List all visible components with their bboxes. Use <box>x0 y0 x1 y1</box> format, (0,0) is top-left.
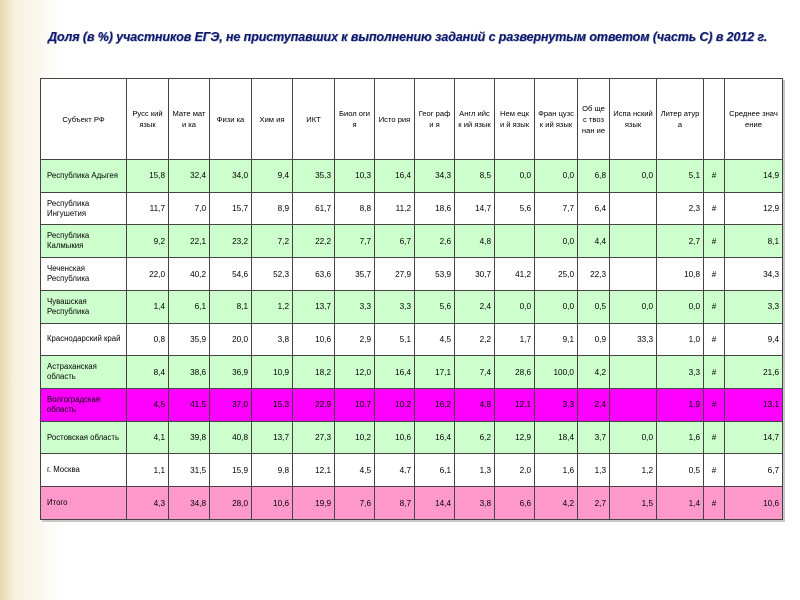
value-cell <box>610 258 657 291</box>
value-cell: 10,2 <box>335 421 375 454</box>
value-cell: 2,7 <box>657 225 704 258</box>
value-cell: 36,9 <box>210 356 252 389</box>
value-cell: 3,8 <box>252 323 293 356</box>
value-cell: 1,9 <box>657 389 704 422</box>
value-cell: 4,8 <box>455 225 495 258</box>
value-cell: 15,9 <box>210 454 252 487</box>
value-cell: 35,9 <box>169 323 210 356</box>
value-cell: 1,5 <box>610 487 657 520</box>
value-cell: 34,8 <box>169 487 210 520</box>
average-value: 3,3 <box>725 290 783 323</box>
value-cell: 7,7 <box>335 225 375 258</box>
value-cell: 22,0 <box>127 258 169 291</box>
value-cell: 7,4 <box>455 356 495 389</box>
hash-cell: # <box>704 192 725 225</box>
value-cell: 40,8 <box>210 421 252 454</box>
value-cell: 13,7 <box>252 421 293 454</box>
value-cell: 0,5 <box>578 290 610 323</box>
value-cell: 1,6 <box>535 454 578 487</box>
value-cell: 2,2 <box>455 323 495 356</box>
value-cell: 3,7 <box>578 421 610 454</box>
average-value: 8,1 <box>725 225 783 258</box>
average-value: 34,3 <box>725 258 783 291</box>
average-value: 9,4 <box>725 323 783 356</box>
value-cell: 12,9 <box>495 421 535 454</box>
region-name: Волгоградская область <box>41 389 127 422</box>
value-cell: 6,1 <box>169 290 210 323</box>
value-cell <box>610 192 657 225</box>
average-value: 10,6 <box>725 487 783 520</box>
value-cell: 8,4 <box>127 356 169 389</box>
value-cell: 9,8 <box>252 454 293 487</box>
value-cell: 6,8 <box>578 160 610 193</box>
value-cell: 18,4 <box>535 421 578 454</box>
value-cell: 1,3 <box>455 454 495 487</box>
value-cell: 2,6 <box>415 225 455 258</box>
value-cell: 28,0 <box>210 487 252 520</box>
value-cell: 10,7 <box>335 389 375 422</box>
value-cell: 0,0 <box>610 160 657 193</box>
hash-cell: # <box>704 290 725 323</box>
value-cell: 7,0 <box>169 192 210 225</box>
region-name: Ростовская область <box>41 421 127 454</box>
value-cell: 0,0 <box>610 421 657 454</box>
table-body <box>41 160 783 520</box>
value-cell: 0,0 <box>610 290 657 323</box>
value-cell: 28,6 <box>495 356 535 389</box>
region-name: Республика Адыгея <box>41 160 127 193</box>
value-cell: 1,1 <box>127 454 169 487</box>
hash-cell: # <box>704 421 725 454</box>
value-cell: 8,1 <box>210 290 252 323</box>
header-region: Субъект РФ <box>41 79 127 160</box>
value-cell: 54,6 <box>210 258 252 291</box>
value-cell: 16,2 <box>415 389 455 422</box>
value-cell: 1,4 <box>127 290 169 323</box>
value-cell: 15,8 <box>127 160 169 193</box>
value-cell: 4,4 <box>578 225 610 258</box>
value-cell <box>610 225 657 258</box>
table-row <box>41 290 783 323</box>
region-name: Республика Ингушетия <box>41 192 127 225</box>
average-value: 14,9 <box>725 160 783 193</box>
value-cell: 2,3 <box>657 192 704 225</box>
value-cell: 11,7 <box>127 192 169 225</box>
value-cell: 35,3 <box>293 160 335 193</box>
value-cell: 10,2 <box>375 389 415 422</box>
value-cell: 32,4 <box>169 160 210 193</box>
value-cell: 10,6 <box>252 487 293 520</box>
header-cell: Геог рафи я <box>415 79 455 160</box>
value-cell: 4,1 <box>127 421 169 454</box>
hash-cell: # <box>704 487 725 520</box>
header-cell: Русс кий язык <box>127 79 169 160</box>
average-value: 13,1 <box>725 389 783 422</box>
slide-left-decoration <box>0 0 14 600</box>
region-name: Астраханская область <box>41 356 127 389</box>
table-row <box>41 454 783 487</box>
value-cell: 4,2 <box>578 356 610 389</box>
value-cell: 12,0 <box>335 356 375 389</box>
value-cell: 7,7 <box>535 192 578 225</box>
header-cell: Об щес твоз нан ие <box>578 79 610 160</box>
value-cell: 4,5 <box>335 454 375 487</box>
value-cell: 34,3 <box>415 160 455 193</box>
region-name: Итого <box>41 487 127 520</box>
value-cell: 6,6 <box>495 487 535 520</box>
value-cell: 0,9 <box>578 323 610 356</box>
header-cell: Физи ка <box>210 79 252 160</box>
table-row <box>41 225 783 258</box>
value-cell: 4,5 <box>415 323 455 356</box>
value-cell <box>610 356 657 389</box>
value-cell: 0,0 <box>535 225 578 258</box>
header-cell: Испа нский язык <box>610 79 657 160</box>
value-cell: 0,5 <box>657 454 704 487</box>
value-cell: 20,0 <box>210 323 252 356</box>
value-cell: 16,4 <box>415 421 455 454</box>
value-cell: 4,2 <box>535 487 578 520</box>
value-cell: 17,1 <box>415 356 455 389</box>
value-cell: 0,0 <box>657 290 704 323</box>
value-cell: 12,1 <box>293 454 335 487</box>
value-cell: 2,4 <box>455 290 495 323</box>
value-cell: 18,2 <box>293 356 335 389</box>
value-cell: 0,8 <box>127 323 169 356</box>
hash-cell: # <box>704 454 725 487</box>
value-cell: 3,3 <box>375 290 415 323</box>
table-row <box>41 160 783 193</box>
header-cell: Фран цузск ий язык <box>535 79 578 160</box>
value-cell: 16,4 <box>375 160 415 193</box>
hash-cell: # <box>704 323 725 356</box>
value-cell: 1,7 <box>495 323 535 356</box>
value-cell: 3,3 <box>335 290 375 323</box>
value-cell: 6,7 <box>375 225 415 258</box>
hash-cell: # <box>704 225 725 258</box>
value-cell: 4,7 <box>375 454 415 487</box>
header-cell: Нем ецки й язык <box>495 79 535 160</box>
header-cell: Мате мати ка <box>169 79 210 160</box>
value-cell: 6,2 <box>455 421 495 454</box>
value-cell: 0,0 <box>495 290 535 323</box>
value-cell: 5,6 <box>495 192 535 225</box>
table-header-row <box>41 79 783 160</box>
value-cell: 15,3 <box>252 389 293 422</box>
table-row <box>41 356 783 389</box>
value-cell: 31,5 <box>169 454 210 487</box>
value-cell: 10,8 <box>657 258 704 291</box>
header-cell: Среднее значение <box>725 79 783 160</box>
value-cell: 30,7 <box>455 258 495 291</box>
table-row <box>41 258 783 291</box>
value-cell: 6,1 <box>415 454 455 487</box>
value-cell: 10,6 <box>293 323 335 356</box>
value-cell: 8,8 <box>335 192 375 225</box>
value-cell: 2,0 <box>495 454 535 487</box>
value-cell: 9,1 <box>535 323 578 356</box>
value-cell: 27,9 <box>375 258 415 291</box>
header-cell: Исто рия <box>375 79 415 160</box>
hash-cell: # <box>704 160 725 193</box>
value-cell: 6,4 <box>578 192 610 225</box>
value-cell: 4,5 <box>127 389 169 422</box>
value-cell: 5,1 <box>375 323 415 356</box>
header-cell: ИКТ <box>293 79 335 160</box>
header-cell: Литер атура <box>657 79 704 160</box>
value-cell: 11,2 <box>375 192 415 225</box>
value-cell: 34,0 <box>210 160 252 193</box>
value-cell: 52,3 <box>252 258 293 291</box>
value-cell: 41,5 <box>169 389 210 422</box>
region-name: Краснодарский край <box>41 323 127 356</box>
region-name: Чеченская Республика <box>41 258 127 291</box>
average-value: 21,6 <box>725 356 783 389</box>
region-name: Чувашская Республика <box>41 290 127 323</box>
value-cell: 9,2 <box>127 225 169 258</box>
header-cell: Биол огия <box>335 79 375 160</box>
value-cell: 23,2 <box>210 225 252 258</box>
value-cell: 4,8 <box>455 389 495 422</box>
value-cell: 14,7 <box>455 192 495 225</box>
table-row <box>41 389 783 422</box>
value-cell: 35,7 <box>335 258 375 291</box>
value-cell: 14,4 <box>415 487 455 520</box>
value-cell: 53,9 <box>415 258 455 291</box>
average-value: 12,9 <box>725 192 783 225</box>
value-cell: 13,7 <box>293 290 335 323</box>
hash-cell: # <box>704 258 725 291</box>
value-cell: 1,2 <box>610 454 657 487</box>
slide-title: Доля (в %) участников ЕГЭ, не приступавших к выполнению заданий с развернутым ответом (часть С) в 2012 г. <box>48 30 768 44</box>
value-cell: 0,0 <box>535 160 578 193</box>
value-cell: 8,7 <box>375 487 415 520</box>
value-cell: 22,2 <box>293 225 335 258</box>
value-cell: 12,1 <box>495 389 535 422</box>
value-cell: 16,4 <box>375 356 415 389</box>
value-cell: 61,7 <box>293 192 335 225</box>
region-name: Республика Калмыкия <box>41 225 127 258</box>
table-row <box>41 323 783 356</box>
value-cell: 3,3 <box>657 356 704 389</box>
value-cell: 7,2 <box>252 225 293 258</box>
value-cell: 25,0 <box>535 258 578 291</box>
value-cell: 10,3 <box>335 160 375 193</box>
value-cell: 7,6 <box>335 487 375 520</box>
value-cell: 22,3 <box>578 258 610 291</box>
hash-cell: # <box>704 356 725 389</box>
value-cell: 5,6 <box>415 290 455 323</box>
value-cell: 0,0 <box>495 160 535 193</box>
value-cell: 5,1 <box>657 160 704 193</box>
average-value: 14,7 <box>725 421 783 454</box>
value-cell: 19,9 <box>293 487 335 520</box>
value-cell: 8,5 <box>455 160 495 193</box>
value-cell: 1,4 <box>657 487 704 520</box>
value-cell: 1,2 <box>252 290 293 323</box>
value-cell: 22,9 <box>293 389 335 422</box>
value-cell: 3,3 <box>535 389 578 422</box>
value-cell <box>610 389 657 422</box>
value-cell: 4,3 <box>127 487 169 520</box>
value-cell: 10,9 <box>252 356 293 389</box>
value-cell: 100,0 <box>535 356 578 389</box>
header-cell <box>704 79 725 160</box>
value-cell <box>495 225 535 258</box>
value-cell: 38,6 <box>169 356 210 389</box>
value-cell: 3,8 <box>455 487 495 520</box>
value-cell: 0,0 <box>535 290 578 323</box>
value-cell: 27,3 <box>293 421 335 454</box>
header-cell: Англ ийск ий язык <box>455 79 495 160</box>
region-name: г. Москва <box>41 454 127 487</box>
value-cell: 1,3 <box>578 454 610 487</box>
value-cell: 2,9 <box>335 323 375 356</box>
value-cell: 8,9 <box>252 192 293 225</box>
value-cell: 39,8 <box>169 421 210 454</box>
value-cell: 1,0 <box>657 323 704 356</box>
average-value: 6,7 <box>725 454 783 487</box>
value-cell: 2,4 <box>578 389 610 422</box>
value-cell: 22,1 <box>169 225 210 258</box>
value-cell: 33,3 <box>610 323 657 356</box>
value-cell: 41,2 <box>495 258 535 291</box>
header-cell: Хим ия <box>252 79 293 160</box>
table-row <box>41 192 783 225</box>
hash-cell: # <box>704 389 725 422</box>
value-cell: 1,6 <box>657 421 704 454</box>
value-cell: 15,7 <box>210 192 252 225</box>
value-cell: 9,4 <box>252 160 293 193</box>
value-cell: 18,6 <box>415 192 455 225</box>
table-row <box>41 487 783 520</box>
value-cell: 63,6 <box>293 258 335 291</box>
value-cell: 10,6 <box>375 421 415 454</box>
table-row <box>41 421 783 454</box>
value-cell: 2,7 <box>578 487 610 520</box>
value-cell: 40,2 <box>169 258 210 291</box>
value-cell: 37,0 <box>210 389 252 422</box>
results-table <box>40 78 783 520</box>
